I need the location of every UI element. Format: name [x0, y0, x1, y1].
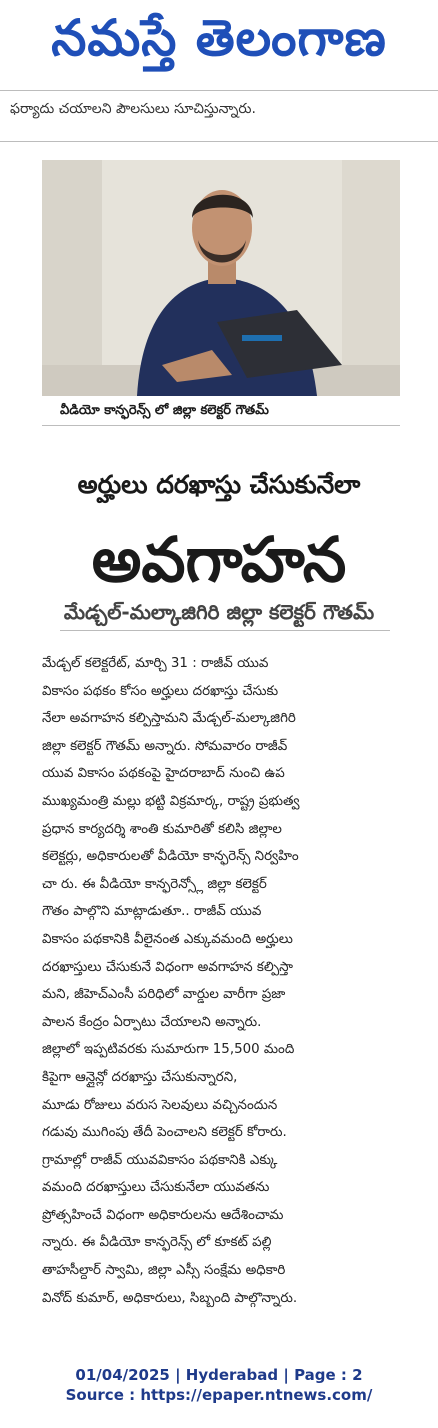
byline-divider [60, 630, 390, 631]
body-line: యువ వికాసం పథకంపై హైదరాబాద్ నుంచి ఉప [42, 766, 285, 782]
body-line: గడువు ముగింపు తేదీ పెంచాలని కలెక్టర్ కోరారు. [42, 1125, 287, 1141]
masthead-title: నమస్తే తెలంగాణ [51, 8, 387, 67]
body-line: గౌతం పాల్గొని మాట్లాడుతూ.. రాజీవ్ యువ [42, 904, 262, 920]
body-line: వమంది దరఖాస్తులు చేసుకునేలా యువతను [42, 1180, 270, 1196]
body-line: వినోద్ కుమార్, అధికారులు, సిబ్బంది పాల్గొన్నారు. [42, 1290, 298, 1306]
body-line: పాలన కేంద్రం ఏర్పాటు చేయాలని అన్నారు. [42, 1014, 262, 1030]
body-line: దరఖాస్తులు చేసుకునే విధంగా అవగాహన కల్పిస్తా [42, 959, 293, 975]
article-photo [42, 160, 400, 396]
footer [0, 1365, 438, 1405]
body-line: తాహసీల్దార్ స్వామి, జిల్లా ఎస్సీ సంక్షేమ అధికారి [42, 1263, 286, 1279]
body-line: చా రు. ఈ వీడియో కాన్ఫరెన్స్లో జిల్లా కలెక్టర్ [42, 876, 267, 892]
body-line: కలెక్టర్లు, అధికారులతో వీడియో కాన్ఫరెన్స్ నిర్వహిం [42, 849, 299, 865]
edition-meta: 01/04/2025 | Hyderabad | Page : 2 [75, 1366, 363, 1384]
article-kicker: అర్హులు దరఖాస్తు చేసుకునేలా [77, 470, 361, 499]
body-line: మేడ్చల్ కలెక్టరేట్, మార్చి 31 : రాజీవ్ యువ [42, 656, 269, 671]
source-link[interactable]: Source : https://epaper.ntnews.com/ [65, 1386, 373, 1404]
body-line: మూడు రోజులు వరుస సెలవులు వచ్చినందున [42, 1097, 278, 1113]
article-byline: మేడ్చల్-మల్కాజిగిరి జిల్లా కలెక్టర్ గౌతమ్ [63, 600, 375, 624]
body-line: జిల్లా కలెక్టర్ గౌతమ్ అన్నారు. సోమవారం రాజీవ్ [42, 738, 288, 754]
photo-caption: వీడియో కాన్ఫరెన్స్ లో జిల్లా కలెక్టర్ గౌతమ్ [42, 398, 400, 426]
article-headline: అవగాహన [91, 523, 347, 596]
body-line: జిల్లాలో ఇప్పటివరకు సుమారుగా 15,500 మంది [42, 1042, 295, 1058]
body-line: కిపైగా ఆన్లైన్లో దరఖాస్తు చేసుకున్నారని, [42, 1069, 238, 1085]
previous-article-fragment: ఫర్యాదు చయాలని పౌలసులు సూచిస్తున్నారు. [0, 90, 438, 142]
body-line: వికాసం పథకం కోసం అర్హులు దరఖాస్తు చేసుకు [42, 683, 279, 699]
body-line: మని, జీహెచ్ఎంసీ పరిధిలో వార్డుల వారీగా ప్రజా [42, 987, 286, 1003]
body-line: వికాసం పథకానికి వీలైనంత ఎక్కువమంది అర్హులు [42, 931, 293, 947]
body-line: ప్రధాన కార్యదర్శి శాంతి కుమారితో కలిసి జిల్లాల [42, 821, 282, 837]
body-line: ముఖ్యమంత్రి మల్లు భట్టి విక్రమార్క, రాష్ట్ర ప్రభుత్వ [42, 793, 300, 809]
article-body [42, 650, 400, 1320]
body-line: ప్రోత్సహించే విధంగా అధికారులను ఆదేశించామ [42, 1207, 284, 1223]
body-line: గ్రామాల్లో రాజీవ్ యువవికాసం పథకానికి ఎక్కు [42, 1152, 278, 1168]
body-line: న్నారు. ఈ వీడియో కాన్ఫరెన్స్ లో కూకట్ పల్లి [42, 1235, 272, 1251]
body-line: నేలా అవగాహన కల్పిస్తామని మేడ్చల్-మల్కాజిగిరి [42, 711, 296, 727]
